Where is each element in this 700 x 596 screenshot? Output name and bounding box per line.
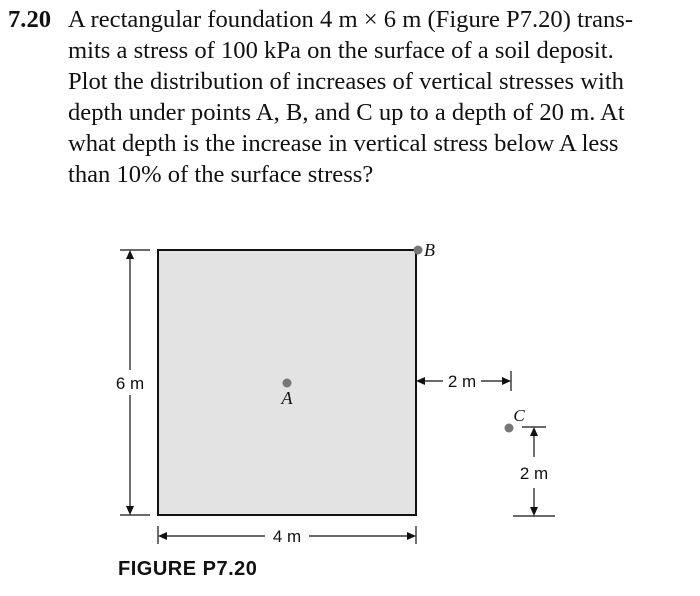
point-c-label: C — [513, 406, 525, 425]
problem-line: A rectangular foundation 4 m × 6 m (Figure P7.20) trans- — [68, 6, 634, 33]
problem-line: depth under points A, B, and C up to a depth of 20 m. At — [68, 99, 625, 126]
point-b-label: B — [424, 240, 435, 260]
point-c-marker — [505, 424, 514, 433]
depth-label: 2 m — [519, 464, 549, 483]
problem-line: Plot the distribution of increases of vertical stresses with — [68, 68, 624, 95]
height-label: 6 m — [115, 374, 145, 393]
problem-line: mits a stress of 100 kPa on the surface of a soil deposit. — [68, 37, 614, 64]
point-a-marker — [283, 379, 292, 388]
width-label: 4 m — [272, 527, 302, 546]
point-b-marker — [414, 246, 423, 255]
offset-label: 2 m — [447, 372, 477, 391]
point-a-label: A — [281, 388, 293, 408]
figure-caption: FIGURE P7.20 — [118, 558, 258, 580]
problem-line: what depth is the increase in vertical stress below A less — [68, 130, 619, 157]
problem-line: than 10% of the surface stress? — [68, 161, 374, 188]
problem-number: 7.20 — [8, 6, 52, 33]
